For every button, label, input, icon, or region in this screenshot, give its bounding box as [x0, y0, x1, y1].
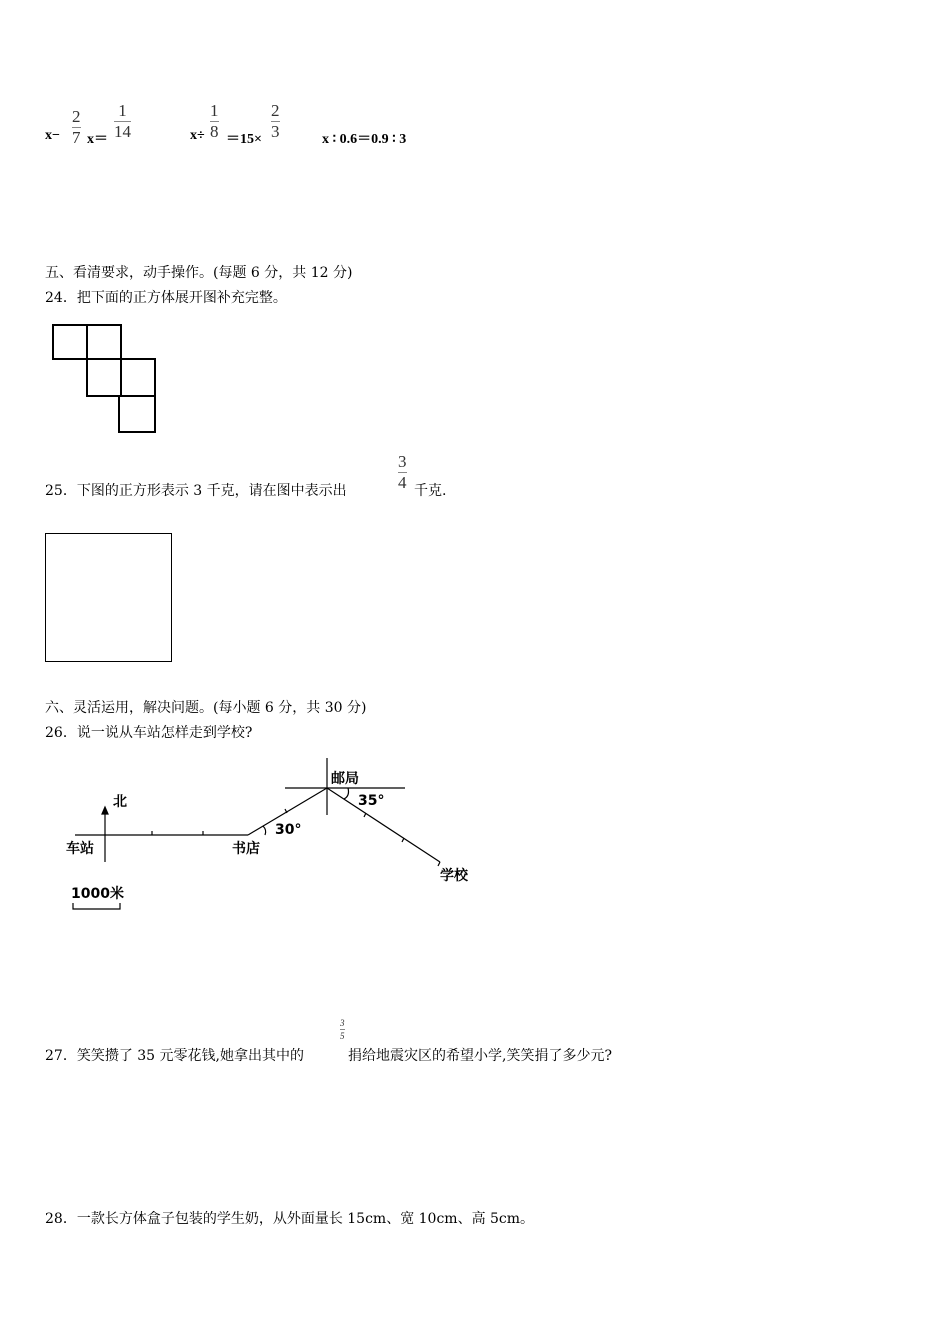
label-north: 北 — [113, 794, 127, 810]
question-24: 24．把下面的正方体展开图补充完整。 — [45, 290, 287, 306]
numerator: 3 — [398, 452, 407, 471]
label-post-office: 邮局 — [331, 771, 359, 787]
question-27: 27．笑笑攒了 35 元零花钱,她拿出其中的 — [45, 1048, 304, 1064]
eq1-part: x− — [45, 128, 60, 143]
label-angle-30: 30° — [275, 822, 302, 838]
denominator: 8 — [210, 122, 219, 141]
label-school: 学校 — [440, 868, 468, 884]
label-scale: 1000米 — [71, 886, 124, 902]
question-26: 26．说一说从车站怎样走到学校? — [45, 725, 253, 741]
numerator: 2 — [72, 107, 81, 126]
eq2-part: x÷ — [190, 128, 205, 143]
denominator: 4 — [398, 473, 407, 492]
label-angle-35: 35° — [358, 793, 385, 809]
question-25: 25．下图的正方形表示 3 千克，请在图中表示出 — [45, 483, 347, 499]
section5-heading: 五、看清要求，动手操作。(每题 6 分，共 12 分) — [45, 265, 353, 281]
denominator: 3 — [271, 122, 280, 141]
numerator: 2 — [271, 101, 280, 120]
question-25-unit: 千克. — [414, 483, 447, 499]
eq1-part: x＝ — [87, 132, 108, 147]
denominator: 14 — [114, 122, 131, 141]
numerator: 3 — [340, 1018, 345, 1028]
numerator: 1 — [210, 101, 219, 120]
fraction — [340, 1018, 345, 1041]
section6-heading: 六、灵活运用，解决问题。(每小题 6 分，共 30 分) — [45, 700, 367, 716]
label-bookstore: 书店 — [232, 841, 260, 857]
question-28: 28．一款长方体盒子包装的学生奶，从外面量长 15cm、宽 10cm、高 5cm。 — [45, 1211, 535, 1227]
denominator: 7 — [72, 128, 81, 147]
denominator: 5 — [340, 1031, 345, 1041]
eq3: x ∶ 0.6＝0.9 ∶ 3 — [322, 132, 407, 147]
numerator: 1 — [118, 101, 127, 120]
eq2-part: ＝15× — [226, 132, 262, 147]
question-27-rest: 捐给地震灾区的希望小学,笑笑捐了多少元? — [348, 1048, 612, 1064]
label-station: 车站 — [66, 841, 94, 857]
